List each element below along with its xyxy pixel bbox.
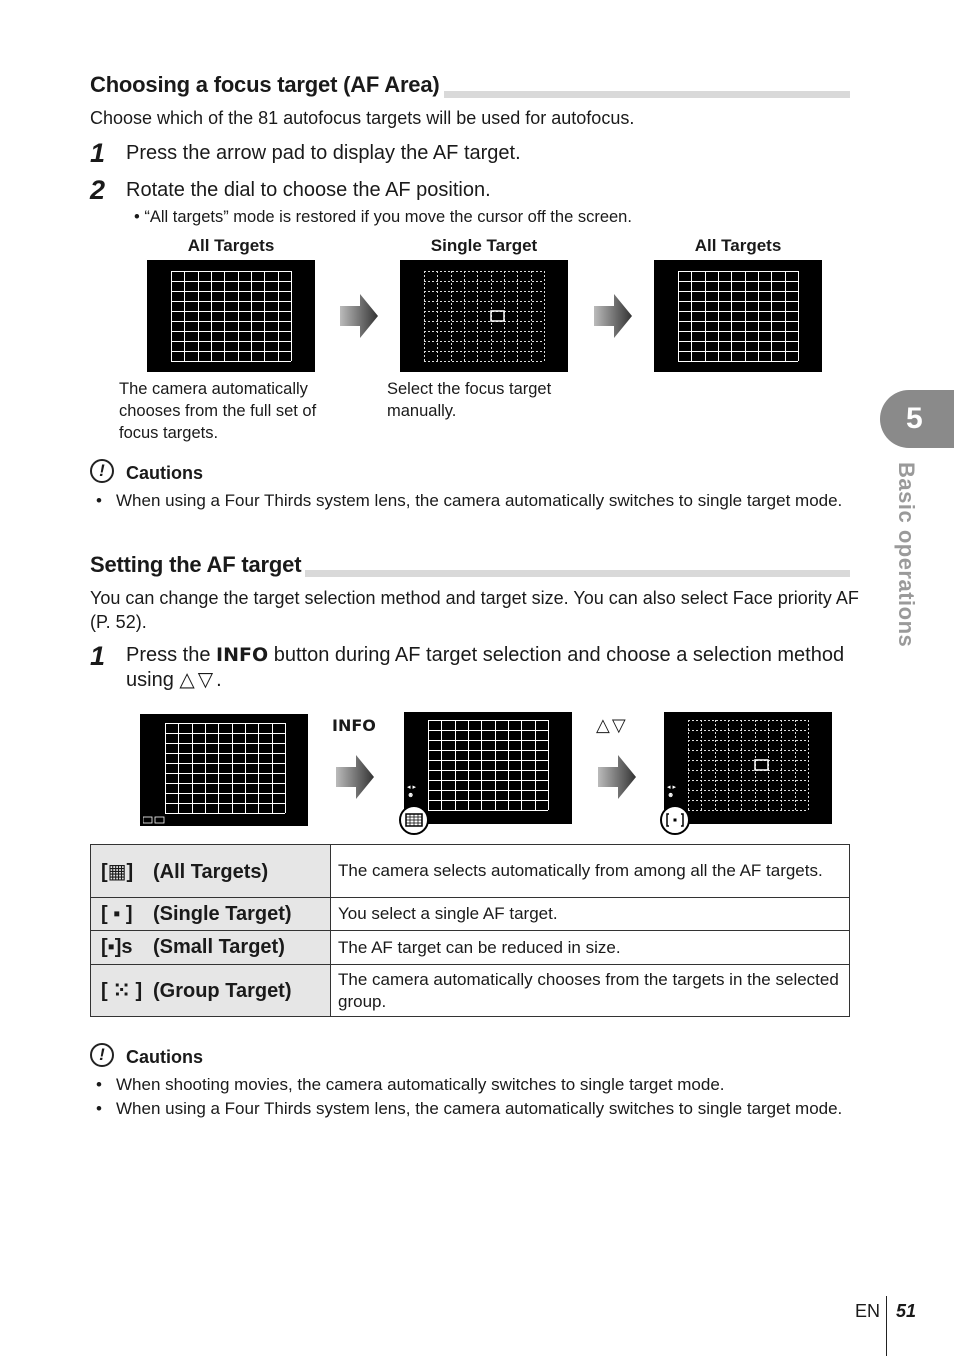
mode-desc-cell: The camera automatically chooses from the targets in the selected group. (331, 965, 850, 1017)
mode-desc-cell: The AF target can be reduced in size. (331, 931, 850, 965)
section-heading-af-area: Choosing a focus target (AF Area) (90, 72, 444, 98)
chapter-tab: 5 (880, 390, 954, 448)
caution-icon: ! (90, 459, 114, 483)
all-targets-icon: [▦] (101, 860, 134, 883)
af-grid-solid (677, 270, 799, 362)
all-targets-mode-icon (398, 804, 430, 836)
diagram-label: All Targets (187, 236, 275, 255)
mode-name-cell: [ ⁙ ] (Group Target) (91, 965, 331, 1017)
af-grid-solid (170, 270, 292, 362)
up-down-label: △▽ (596, 715, 628, 735)
mode-indicator-icon (143, 816, 165, 824)
diagram-label: Single Target (430, 236, 538, 255)
right-arrow-icon (340, 294, 378, 338)
face-icon: ◂ ▸ ☻ (407, 784, 416, 799)
mode-name-cell: [ ▪ ] (Single Target) (91, 898, 331, 931)
caution-item: When using a Four Thirds system lens, the camera automatically switches to single target mode. (116, 491, 843, 510)
table-row (91, 931, 850, 965)
single-target-mode-icon (659, 804, 691, 836)
table-row (91, 965, 850, 1017)
table-row (91, 898, 850, 931)
screen-single-target (400, 260, 568, 372)
caution-item: When shooting movies, the camera automatically switches to single target mode. (116, 1075, 725, 1094)
af-grid-dashed (687, 719, 809, 811)
mode-desc-cell: You select a single AF target. (331, 898, 850, 931)
cautions-title: Cautions (126, 1047, 204, 1067)
right-arrow-icon (598, 755, 636, 799)
section-intro: You can change the target selection method and target size. You can also select Face priority AF (P. 52). (90, 588, 859, 632)
caution-bullet: • (96, 491, 102, 510)
step-number: 1 (90, 641, 106, 671)
step-number: 1 (90, 138, 106, 168)
screen-all-targets (654, 260, 822, 372)
small-target-icon: [▪]s (101, 936, 133, 958)
cautions-title: Cautions (126, 463, 204, 483)
step-text: Press the INFO button during AF target selection and choose a selection method using △▽. (126, 644, 845, 691)
footer-lang: EN (855, 1301, 881, 1321)
single-target-icon: [ ▪ ] (101, 902, 133, 925)
step-text: Press the arrow pad to display the AF target. (126, 142, 521, 164)
af-grid-dashed (423, 270, 545, 362)
mode-desc-cell: The camera selects automatically from among all the AF targets. (331, 845, 850, 898)
right-arrow-icon (594, 294, 632, 338)
table-row (91, 845, 850, 898)
caption-single-target: Select the focus target manually. (387, 380, 552, 420)
af-grid-solid (164, 722, 286, 814)
step-note: • “All targets” mode is restored if you move the cursor off the screen. (134, 208, 632, 226)
step-number: 2 (90, 175, 106, 205)
page-number: 51 (896, 1301, 917, 1321)
section-intro: Choose which of the 81 autofocus targets will be used for autofocus. (90, 108, 635, 128)
face-icon: ◂ ▸ ☻ (667, 784, 676, 799)
caution-icon: ! (90, 1043, 114, 1067)
mode-name-cell: [▪]s (Small Target) (91, 931, 331, 965)
info-label: INFO (332, 716, 376, 735)
screen-all-targets (147, 260, 315, 372)
right-arrow-icon (336, 755, 374, 799)
footer-divider (886, 1296, 887, 1356)
screen-af-area (140, 714, 308, 826)
diagram-label: All Targets (694, 236, 782, 255)
af-modes-table (90, 844, 850, 1017)
chapter-title: Basic operations (894, 462, 919, 648)
af-grid-solid (427, 719, 549, 811)
caution-bullet: • (96, 1075, 102, 1094)
group-target-icon: [ ⁙ ] (101, 980, 143, 1002)
caption-all-targets: The camera automatically chooses from the full set of focus targets. (119, 380, 317, 442)
info-button-label: INFO (216, 644, 269, 666)
mode-name-cell: [▦] (All Targets) (91, 845, 331, 898)
step-text: Rotate the dial to choose the AF position. (126, 179, 491, 201)
caution-item: When using a Four Thirds system lens, the camera automatically switches to single target mode. (116, 1099, 843, 1118)
up-down-arrows-icon: △▽ (179, 669, 217, 691)
caution-bullet: • (96, 1099, 102, 1118)
section-heading-af-target: Setting the AF target (90, 552, 305, 578)
